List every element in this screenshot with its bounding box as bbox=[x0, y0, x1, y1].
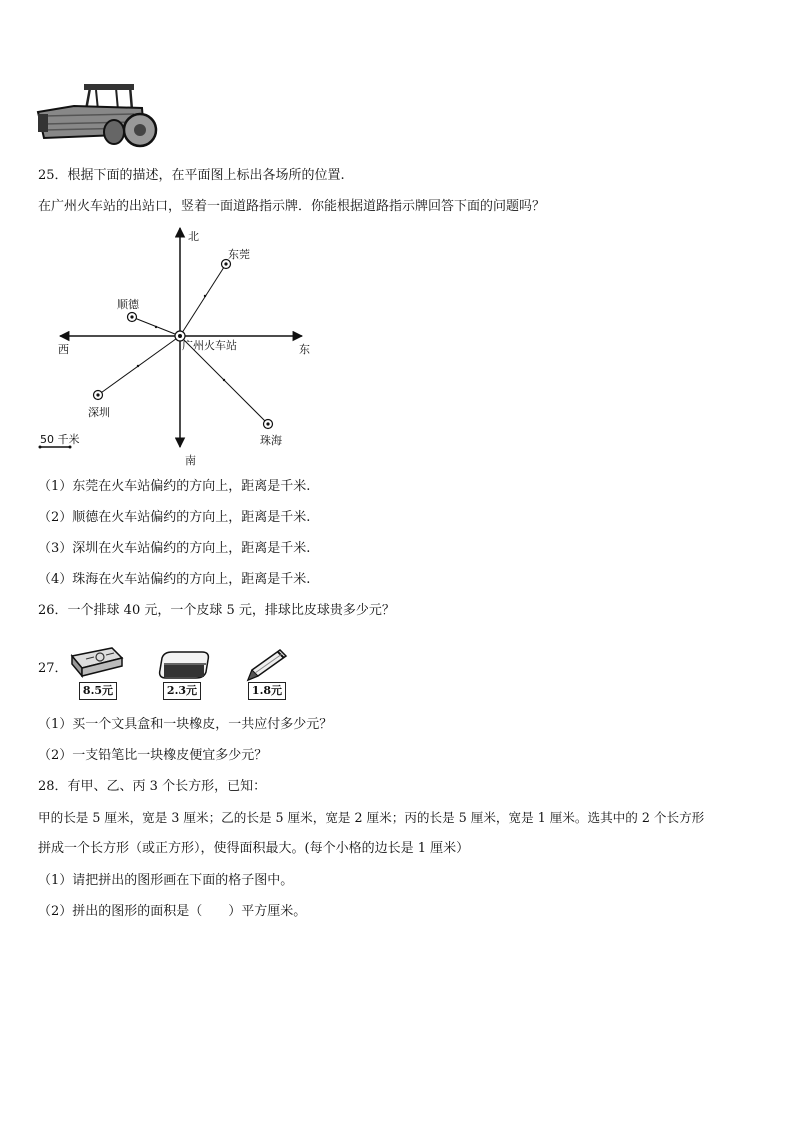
q28-item-2: （2）拼出的图形的面积是（ ）平方厘米。 bbox=[38, 904, 307, 919]
north-label: 北 bbox=[188, 230, 199, 243]
q28-line-2: 拼成一个长方形（或正方形），使得面积最大。(每个小格的边长是 1 厘米） bbox=[38, 841, 470, 856]
q28-line-1: 甲的长是 5 厘米，宽是 3 厘米；乙的长是 5 厘米，宽是 2 厘米；丙的长是 5 厘米，宽是 1 厘米。选其中的 2 个长方形 bbox=[38, 810, 705, 825]
shenzhen-label: 深圳 bbox=[88, 406, 110, 419]
q25-item-1: （1）东莞在火车站偏约的方向上，距离是千米. bbox=[38, 479, 311, 494]
q25-heading: 25．根据下面的描述，在平面图上标出各场所的位置. bbox=[38, 168, 345, 183]
shenzhen-marker bbox=[94, 391, 103, 400]
road-roller-image bbox=[34, 80, 160, 148]
pencil-box-image bbox=[68, 646, 126, 678]
pencil-image bbox=[242, 646, 292, 682]
q25-item-3: （3）深圳在火车站偏约的方向上，距离是千米. bbox=[38, 541, 311, 556]
zhuhai-label: 珠海 bbox=[260, 434, 282, 447]
q25-item-2: （2）顺德在火车站偏约的方向上，距离是千米. bbox=[38, 510, 311, 525]
shunde-marker bbox=[128, 313, 137, 322]
q27-item-1: （1）买一个文具盒和一块橡皮，一共应付多少元？ bbox=[38, 717, 333, 732]
pencil-box-price: 8.5元 bbox=[79, 682, 117, 700]
zhuhai-marker bbox=[264, 420, 273, 429]
scale-label: 50 千米 bbox=[40, 433, 80, 446]
q27-item-2: （2）一支铅笔比一块橡皮便宜多少元？ bbox=[38, 748, 268, 763]
q27-number: 27． bbox=[38, 661, 68, 676]
east-label: 东 bbox=[299, 343, 310, 356]
q28-item-1: （1）请把拼出的图形画在下面的格子图中。 bbox=[38, 873, 294, 888]
q25-item-4: （4）珠海在火车站偏约的方向上，距离是千米. bbox=[38, 572, 311, 587]
q25-intro: 在广州火车站的出站口，竖着一面道路指示牌．你能根据道路指示牌回答下面的问题吗？ bbox=[38, 199, 546, 214]
q28-heading: 28．有甲、乙、丙 3 个长方形，已知： bbox=[38, 779, 267, 794]
center-label: 广州火车站 bbox=[182, 339, 237, 352]
shunde-label: 顺德 bbox=[117, 298, 139, 311]
eraser-image bbox=[156, 650, 212, 680]
pencil-price: 1.8元 bbox=[248, 682, 286, 700]
q26-text: 26．一个排球 40 元，一个皮球 5 元，排球比皮球贵多少元？ bbox=[38, 603, 395, 618]
west-label: 西 bbox=[58, 343, 69, 356]
dongguan-label: 东莞 bbox=[228, 248, 250, 261]
eraser-price: 2.3元 bbox=[163, 682, 201, 700]
south-label: 南 bbox=[185, 454, 196, 467]
